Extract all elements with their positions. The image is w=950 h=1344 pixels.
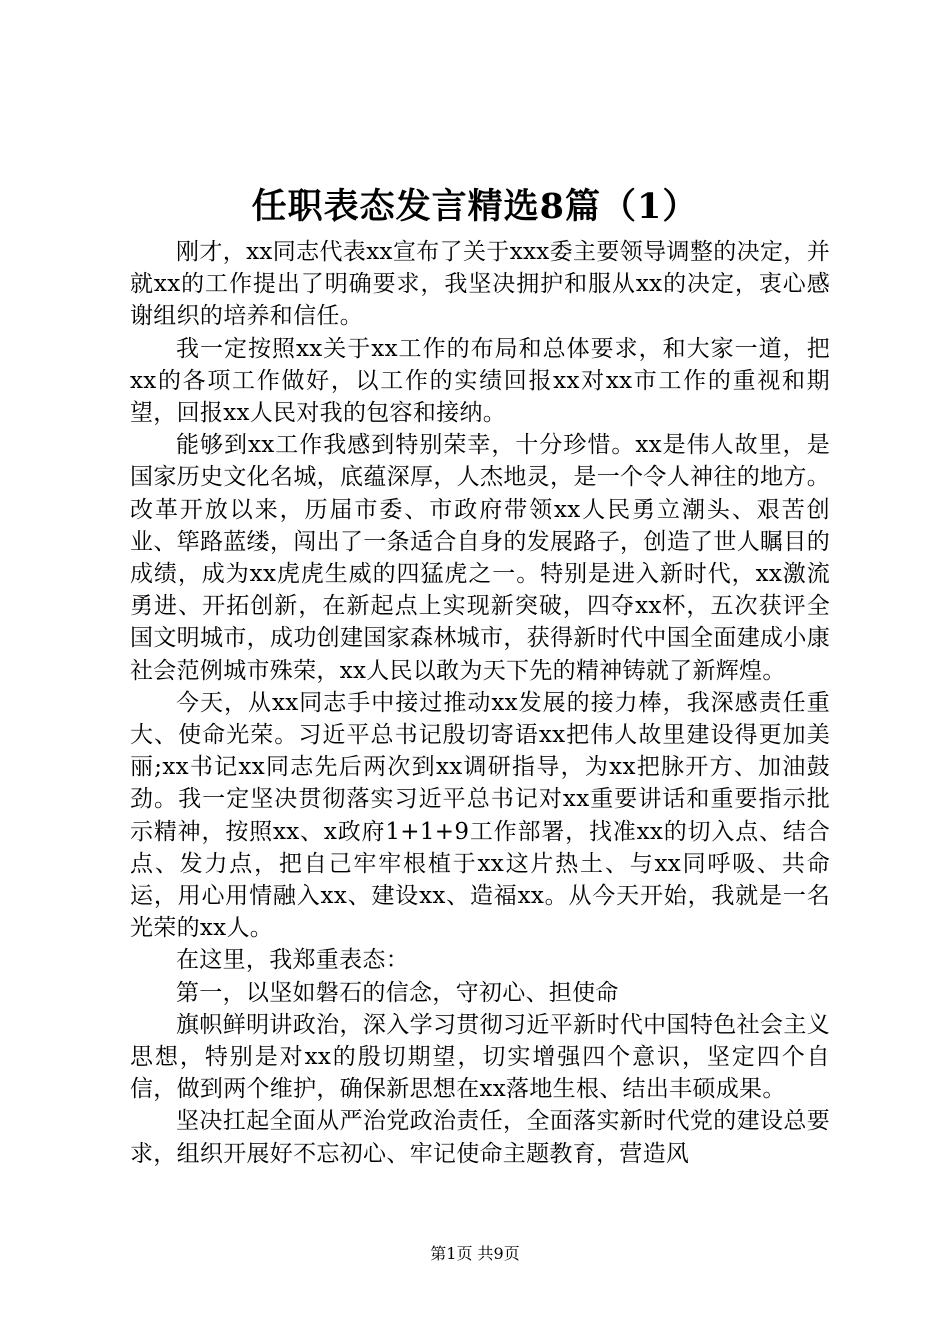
paragraph: 旗帜鲜明讲政治，深入学习贯彻习近平新时代中国特色社会主义思想，特别是对xx的殷切期望，切实增强四个意识，坚定四个自信，做到两个维护，确保新思想在xx落地生根、结出丰硕成果。 [130,1011,830,1103]
paragraph: 刚才，xx同志代表xx宣布了关于xxx委主要领导调整的决定，并就xx的工作提出了明确要求，我坚决拥护和服从xx的决定，衷心感谢组织的培养和信任。 [130,239,830,330]
paragraph: 今天，从xx同志手中接过推动xx发展的接力棒，我深感责任重大、使命光荣。习近平总书记殷切寄语xx把伟人故里建设得更加美丽;xx书记xx同志先后两次到xx调研指导，为xx把脉开方、加油鼓劲。我一定坚决贯彻落实习近平总书记对xx重要讲话和重要指示批示精神，按照xx、x政府1+1+9工作部署，找准xx的切入点、结合点、发力点，把自己牢牢根植于xx这片热土、与xx同呼吸、共命运，用心用情融入xx、建设xx、造福xx。从今天开始，我就是一名光荣的xx人。 [130,689,830,942]
document-body [130,236,830,1170]
document-title: 任职表态发言精选8篇（1） [251,186,699,227]
page-number-footer: 第1页 共9页 [430,1244,520,1263]
paragraph: 坚决扛起全面从严治党政治责任，全面落实新时代党的建设总要求，组织开展好不忘初心、牢记使命主题教育，营造风 [130,1108,830,1167]
paragraph: 能够到xx工作我感到特别荣幸，十分珍惜。xx是伟人故里，是国家历史文化名城，底蕴深厚，人杰地灵，是一个令人神往的地方。改革开放以来，历届市委、市政府带领xx人民勇立潮头、艰苦创业、筚路蓝缕，闯出了一条适合自身的发展路子，创造了世人瞩目的成绩，成为xx虎虎生威的四猛虎之一。特别是进入新时代，xx激流勇进、开拓创新，在新起点上实现新突破，四夺xx杯，五次获评全国文明城市，成功创建国家森林城市，获得新时代中国全面建成小康社会范例城市殊荣，xx人民以敢为天下先的精神铸就了新辉煌。 [130,432,830,684]
paragraph: 我一定按照xx关于xx工作的布局和总体要求，和大家一道，把xx的各项工作做好，以工作的实绩回报xx对xx市工作的重视和期望，回报xx人民对我的包容和接纳。 [130,335,830,427]
section-heading: 第一，以坚如磐石的信念，守初心、担使命 [176,979,619,1006]
paragraph: 在这里，我郑重表态： [176,947,409,974]
